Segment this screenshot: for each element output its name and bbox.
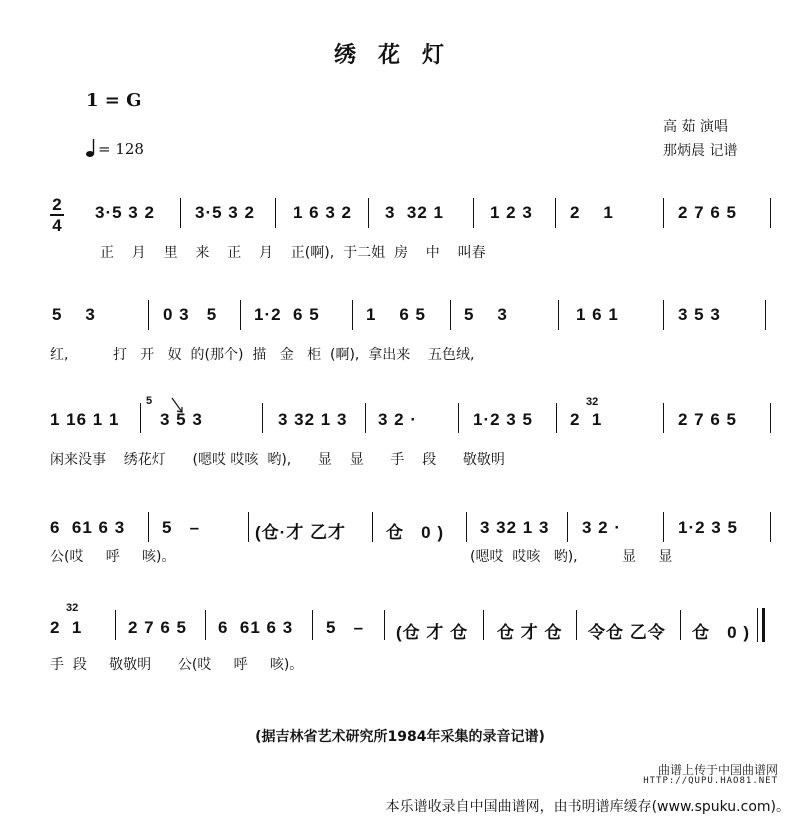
quarter-note-icon <box>86 138 96 158</box>
measure-30: 2 7 6 5 <box>128 618 187 637</box>
time-signature <box>50 196 64 234</box>
measure-12: 5 3 <box>464 305 508 324</box>
tempo-value: = 128 <box>98 140 144 158</box>
lyrics-line-4-right: (嗯哎 哎咳 哟), 显 显 <box>470 549 673 565</box>
measure-34: 仓 才 仓 <box>497 623 563 642</box>
measure-23: 5 – <box>162 518 201 537</box>
measure-7: 2 7 6 5 <box>678 203 737 222</box>
watermark-line-2: HTTP://QUPU.HAO81.NET <box>643 776 778 786</box>
measure-15: 1 16 1 1 <box>50 410 120 429</box>
measure-33: (仓 才 仓 <box>396 623 469 642</box>
time-signature-top: 2 <box>52 195 62 214</box>
key-signature: 1 = G <box>86 90 142 111</box>
measure-9: 0 3 5 <box>163 305 218 324</box>
transcriber-credit: 那炳晨 记谱 <box>663 143 738 159</box>
measure-14: 3 5 3 <box>678 305 721 324</box>
measure-32: 5 – <box>326 618 365 637</box>
measure-20: 2 1 <box>570 410 603 429</box>
singer-credit: 高 茹 演唱 <box>663 119 728 135</box>
measure-17: 3 32 1 3 <box>278 410 348 429</box>
lyrics-line-3: 闲来没事 绣花灯 (嗯哎 哎咳 哟), 显 显 手 段 敬敬明 <box>50 452 505 468</box>
measure-3: 1 6 3 2 <box>293 203 352 222</box>
measure-35: 令仓 乙令 <box>588 623 666 642</box>
lyrics-line-1: 正 月 里 来 正 月 正(啊), 于二姐 房 中 叫春 <box>100 245 486 261</box>
measure-29: 2 1 <box>50 618 83 637</box>
tempo-marking <box>86 138 144 158</box>
song-title: 绣花灯 <box>333 43 466 68</box>
measure-22: 6 61 6 3 <box>50 518 126 537</box>
lyrics-line-5: 手 段 敬敬明 公(哎 呼 咳)。 <box>50 657 304 673</box>
lyrics-line-4-left: 公(哎 呼 咳)。 <box>50 549 176 565</box>
measure-11: 1 6 5 <box>366 305 426 324</box>
grace-note-3: 32 <box>66 602 79 614</box>
measure-26: 3 32 1 3 <box>480 518 550 537</box>
measure-5: 1 2 3 <box>490 203 533 222</box>
measure-21: 2 7 6 5 <box>678 410 737 429</box>
measure-36: 仓 0 ) <box>692 623 751 642</box>
measure-1: 3·5 3 2 <box>95 203 155 222</box>
measure-2: 3·5 3 2 <box>195 203 255 222</box>
source-note: (据吉林省艺术研究所1984年采集的录音记谱) <box>255 729 545 745</box>
grace-note-2: 32 <box>586 396 599 408</box>
measure-28: 1·2 3 5 <box>678 518 738 537</box>
lyrics-line-2: 红, 打 开 奴 的(那个) 描 金 柜 (啊), 拿出来 五色绒, <box>50 347 475 363</box>
measure-31: 6 61 6 3 <box>218 618 294 637</box>
measure-10: 1·2 6 5 <box>254 305 320 324</box>
measure-18: 3 2 · <box>378 410 418 429</box>
measure-13: 1 6 1 <box>576 305 619 324</box>
measure-19: 1·2 3 5 <box>473 410 533 429</box>
measure-27: 3 2 · <box>582 518 622 537</box>
measure-4: 3 32 1 <box>385 203 444 222</box>
measure-24: (仓·才 乙才 <box>255 523 347 542</box>
measure-16: 3 5 3 <box>160 410 203 429</box>
grace-note: 5 <box>146 395 153 407</box>
measure-6: 2 1 <box>570 203 614 222</box>
measure-8: 5 3 <box>52 305 96 324</box>
time-signature-bottom: 4 <box>52 216 62 235</box>
watermark-line-1: 曲谱上传于中国曲谱网 <box>657 763 778 777</box>
measure-25: 仓 0 ) <box>386 523 445 542</box>
footer-credit: 本乐谱收录自中国曲谱网，由书明谱库缓存(www.spuku.com)。 <box>385 799 790 815</box>
